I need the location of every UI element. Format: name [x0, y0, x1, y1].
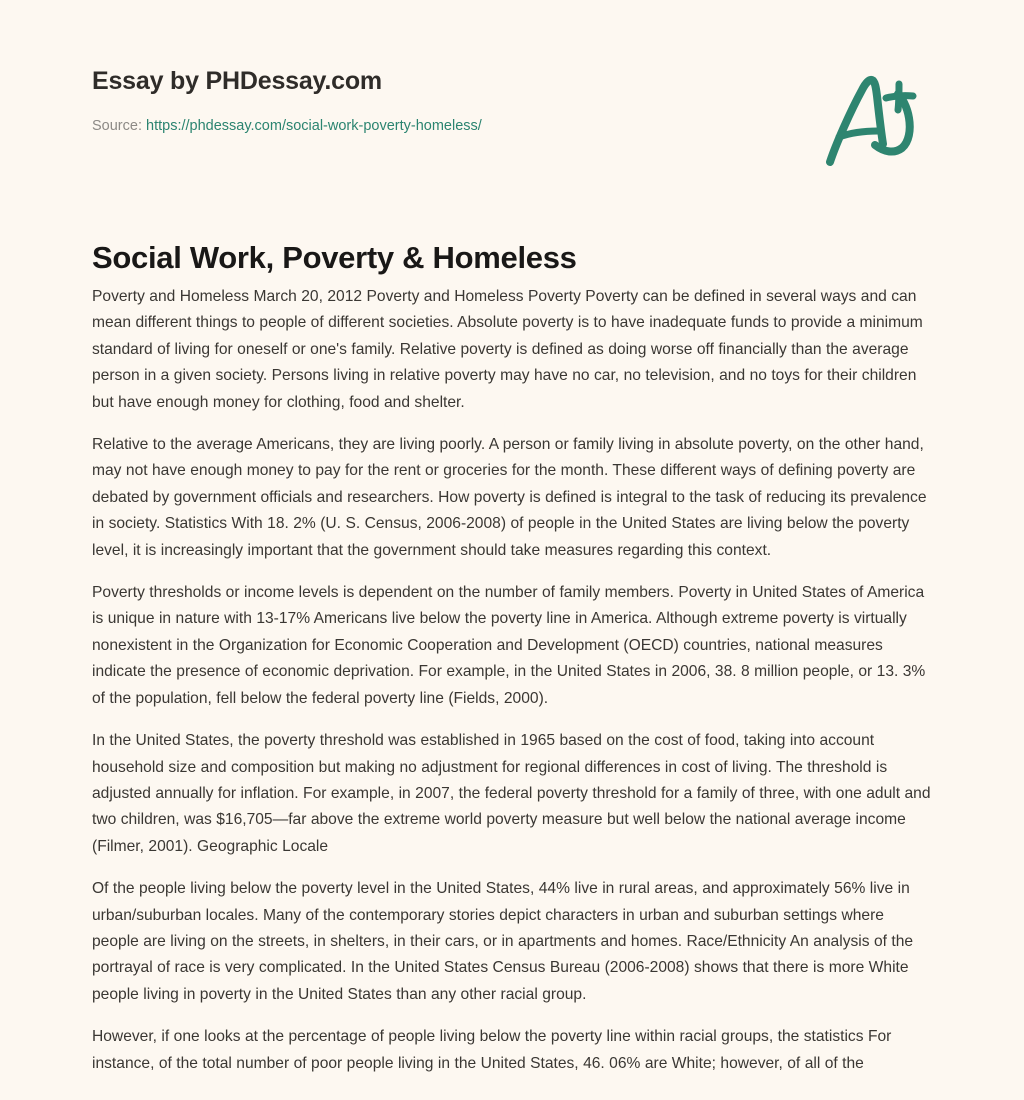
source-label: Source: [92, 118, 142, 134]
source-url-link[interactable]: https://phdessay.com/social-work-poverty-homeless/ [146, 118, 482, 134]
page-header [92, 66, 932, 136]
paragraph: However, if one looks at the percentage of people living below the poverty line within racial groups, the statistics For instance, of the total number of poor people living in the United States, 46. 06% are White; however, of all of the [92, 1028, 892, 1072]
a-plus-logo [812, 66, 932, 176]
page-title: Social Work, Poverty & Homeless [92, 239, 577, 275]
article-body [92, 284, 934, 1077]
paragraph: Poverty thresholds or income levels is dependent on the number of family members. Poverty in United States of America is unique in nature with 13-17% Americans live below the poverty line in America. Although extreme poverty is virtually nonexistent in the Organization for Economic Cooperation and Development (OECD) countries, national measures indicate the presence of economic deprivation. For example, in the United States in 2006, 38. 8 million people, or 13. 3% of the population, fell below the federal poverty line (Fields, 2000). [92, 584, 926, 707]
brand-title: Essay by PHDessay.com [92, 67, 382, 95]
paragraph: Relative to the average Americans, they are living poorly. A person or family living in absolute poverty, on the other hand, may not have enough money to pay for the rent or groceries for the month. These different ways of defining poverty are debated by government officials and researchers. How poverty is defined is integral to the task of reducing its prevalence in society. Statistics With 18. 2% (U. S. Census, 2006-2008) of people in the United States are living below the poverty level, it is increasingly important that the government should take measures regarding this context. [92, 436, 927, 559]
paragraph: Of the people living below the poverty level in the United States, 44% live in rural areas, and approximately 56% live in urban/suburban locales. Many of the contemporary stories depict characters in urban and suburban settings where people are living on the streets, in shelters, in their cars, or in apartments and homes. Race/Ethnicity An analysis of the portrayal of race is very complicated. In the United States Census Bureau (2006-2008) shows that there is more White people living in poverty in the United States than any other racial group. [92, 880, 914, 1003]
source-line [92, 116, 932, 136]
paragraph: Poverty and Homeless March 20, 2012 Poverty and Homeless Poverty Poverty can be defined in several ways and can mean different things to people of different societies. Absolute poverty is to have inadequate funds to provide a minimum standard of living for oneself or one's family. Relative poverty is defined as doing worse off financially than the average person in a given society. Persons living in relative poverty may have no car, no television, and no toys for their children but have enough money for clothing, food and shelter. [92, 288, 923, 411]
paragraph: In the United States, the poverty threshold was established in 1965 based on the cost of food, taking into account household size and composition but making no adjustment for regional differences in cost of living. The threshold is adjusted annually for inflation. For example, in 2007, the federal poverty threshold for a family of three, with one adult and two children, was $16,705—far above the extreme world poverty measure but well below the national average income (Filmer, 2001). Geographic Locale [92, 732, 931, 855]
